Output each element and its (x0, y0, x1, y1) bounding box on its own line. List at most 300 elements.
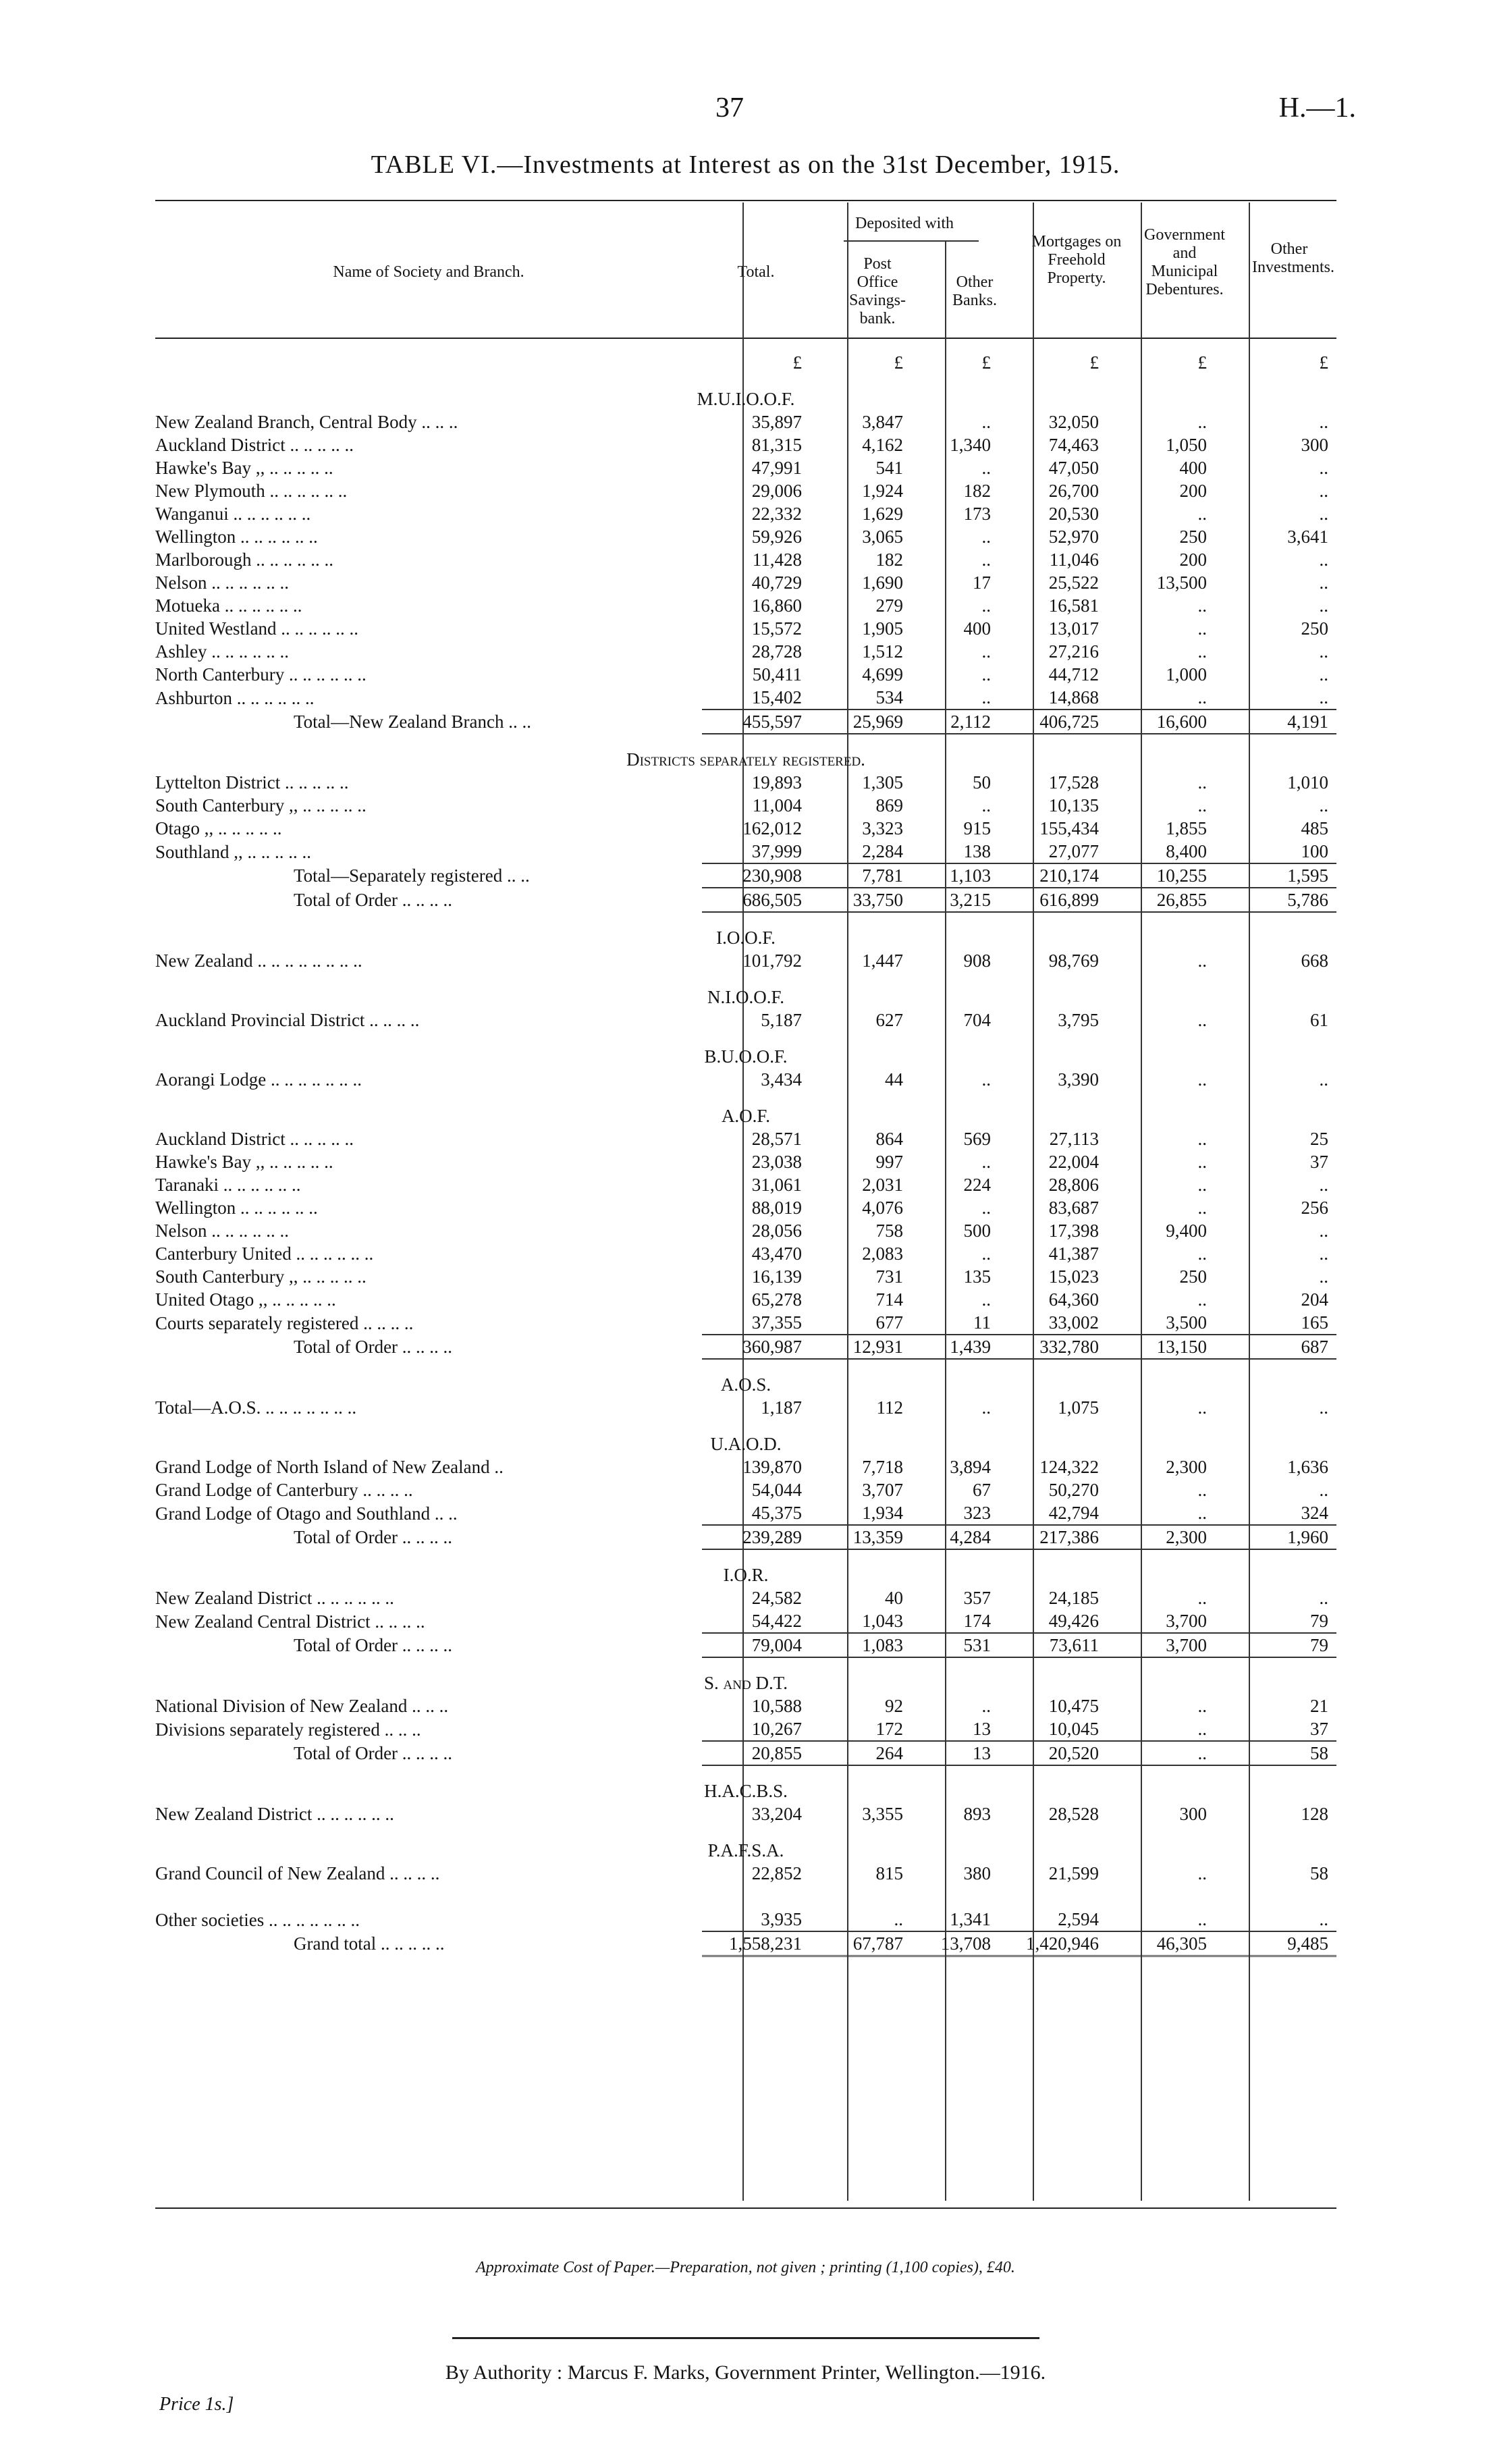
government-cell: .. (1197, 504, 1207, 524)
table-row (155, 1311, 1336, 1335)
section-heading: S. and D.T. (704, 1673, 788, 1693)
mortgages-cell: 28,806 (1048, 1175, 1099, 1195)
section-heading: M.U.I.O.O.F. (697, 389, 795, 409)
total-cell: 29,006 (751, 481, 802, 501)
post-office-cell: 4,162 (862, 435, 903, 455)
mortgages-cell: 155,434 (1039, 818, 1099, 838)
government-cell: .. (1197, 1503, 1207, 1523)
column-header-other-banks: Other Banks. (952, 273, 997, 309)
other-investments-cell: .. (1319, 1069, 1328, 1090)
other-banks-cell: .. (981, 641, 991, 662)
government-cell: .. (1197, 1152, 1207, 1172)
total-cell: 28,728 (751, 641, 802, 662)
section-heading-row (155, 1419, 1336, 1455)
post-office-cell: 172 (875, 1719, 903, 1739)
mortgages-cell: 27,077 (1048, 841, 1099, 861)
other-investments-cell: 37 (1310, 1152, 1328, 1172)
total-cell: 81,315 (751, 435, 802, 455)
other-investments-cell: .. (1319, 595, 1328, 616)
mortgages-cell: 25,522 (1048, 572, 1099, 593)
mortgages-cell: 15,023 (1048, 1266, 1099, 1287)
mortgages-cell: 217,386 (999, 1525, 1107, 1549)
column-header-mortgages: Mortgages on Freehold Property. (1031, 233, 1122, 287)
other-banks-cell: 500 (963, 1221, 991, 1241)
post-office-cell: 1,690 (862, 572, 903, 593)
section-heading: B.U.O.O.F. (704, 1046, 788, 1067)
government-cell: 250 (1179, 527, 1207, 547)
table-row (155, 1862, 1336, 1885)
post-office-cell: 3,707 (862, 1480, 903, 1500)
currency-row (155, 351, 1336, 374)
row-label: New Zealand District .. .. .. .. .. .. (155, 1804, 394, 1824)
government-cell: .. (1197, 1069, 1207, 1090)
row-label: Total of Order .. .. .. .. (294, 890, 453, 910)
other-banks-cell: .. (981, 687, 991, 707)
other-investments-cell: .. (1319, 641, 1328, 662)
government-cell: .. (1197, 618, 1207, 639)
government-cell: .. (1197, 1863, 1207, 1883)
government-cell: 400 (1179, 458, 1207, 478)
other-investments-cell: 61 (1310, 1010, 1328, 1030)
government-cell: .. (1197, 1480, 1207, 1500)
row-label: Courts separately registered .. .. .. .. (155, 1312, 414, 1333)
other-investments-cell: 58 (1215, 1741, 1336, 1765)
mortgages-cell: 44,712 (1048, 664, 1099, 685)
section-heading: Districts separately registered. (626, 749, 865, 770)
mortgages-cell: 20,520 (999, 1741, 1107, 1765)
row-label: South Canterbury ,, .. .. .. .. .. (155, 1266, 367, 1287)
total-cell: 43,470 (751, 1243, 802, 1264)
total-cell: 40,729 (751, 572, 802, 593)
mortgages-cell: 52,970 (1048, 527, 1099, 547)
mortgages-cell: 16,581 (1048, 595, 1099, 616)
row-label: New Zealand Branch, Central Body .. .. .. (155, 412, 458, 432)
other-banks-cell: 1,340 (950, 435, 991, 455)
total-cell: 31,061 (751, 1175, 802, 1195)
table-row (155, 949, 1336, 972)
total-cell: 47,991 (751, 458, 802, 478)
other-banks-cell: 357 (963, 1588, 991, 1608)
row-label: Grand total .. .. .. .. .. (294, 1933, 445, 1954)
government-cell: .. (1197, 412, 1207, 432)
other-banks-cell: .. (981, 795, 991, 815)
government-cell: .. (1197, 1397, 1207, 1418)
government-cell: .. (1197, 1909, 1207, 1929)
post-office-cell: 1,629 (862, 504, 903, 524)
mortgages-cell: 41,387 (1048, 1243, 1099, 1264)
other-investments-cell: 5,786 (1215, 888, 1336, 912)
currency-symbol: £ (1089, 352, 1099, 373)
post-office-cell: 3,065 (862, 527, 903, 547)
total-cell: 35,897 (751, 412, 802, 432)
section-heading: N.I.O.O.F. (707, 987, 785, 1007)
table-row (155, 456, 1336, 479)
other-investments-cell: 4,191 (1215, 709, 1336, 734)
total-cell: 1,187 (761, 1397, 802, 1418)
section-heading: I.O.R. (723, 1565, 769, 1585)
post-office-cell: 67,787 (810, 1931, 911, 1956)
other-banks-cell: 224 (963, 1175, 991, 1195)
mortgages-cell: 10,135 (1048, 795, 1099, 815)
post-office-cell: 541 (875, 458, 903, 478)
table-row (155, 1501, 1336, 1525)
other-investments-cell: 79 (1310, 1611, 1328, 1631)
other-investments-cell: 3,641 (1287, 527, 1328, 547)
table-row (155, 1173, 1336, 1196)
post-office-cell: 731 (875, 1266, 903, 1287)
total-cell: 101,792 (742, 950, 802, 971)
post-office-cell: 7,718 (862, 1457, 903, 1477)
row-label: Divisions separately registered .. .. .. (155, 1719, 421, 1740)
post-office-cell: 1,305 (862, 772, 903, 793)
government-cell: 1,050 (1166, 435, 1207, 455)
row-label: Taranaki .. .. .. .. .. .. (155, 1175, 301, 1195)
other-banks-cell: 135 (963, 1266, 991, 1287)
mortgages-cell: 64,360 (1048, 1289, 1099, 1310)
section-heading: I.O.O.F. (716, 928, 776, 948)
row-label: Total of Order .. .. .. .. (294, 1337, 453, 1357)
row-label: Hawke's Bay ,, .. .. .. .. .. (155, 1152, 333, 1172)
row-label: Grand Lodge of Otago and Southland .. .. (155, 1503, 458, 1524)
total-cell: 22,852 (751, 1863, 802, 1883)
total-cell: 54,044 (751, 1480, 802, 1500)
total-cell: 16,860 (751, 595, 802, 616)
spacer-row (155, 1885, 1336, 1908)
printer-authority: By Authority : Marcus F. Marks, Government Printer, Wellington.—1916. (445, 2361, 1046, 2384)
table-row (155, 1694, 1336, 1717)
post-office-cell: 869 (875, 795, 903, 815)
table-row (155, 525, 1336, 548)
other-investments-cell: 300 (1301, 435, 1328, 455)
government-cell: 13,500 (1156, 572, 1207, 593)
column-header-deposited-with: Deposited with (855, 215, 954, 232)
post-office-cell: 1,934 (862, 1503, 903, 1523)
total-row (155, 709, 1336, 734)
government-cell: .. (1197, 1588, 1207, 1608)
table-body (155, 351, 1336, 1956)
row-label: Grand Lodge of Canterbury .. .. .. .. (155, 1480, 413, 1500)
other-banks-cell: .. (981, 412, 991, 432)
row-label: Wellington .. .. .. .. .. .. (155, 1198, 318, 1218)
other-banks-cell: 67 (973, 1480, 991, 1500)
row-label: United Otago ,, .. .. .. .. .. (155, 1289, 336, 1310)
post-office-cell: 33,750 (810, 888, 911, 912)
other-investments-cell: .. (1319, 412, 1328, 432)
table-title: TABLE VI.—Investments at Interest as on the 31st December, 1915. (371, 151, 1120, 179)
other-banks-cell: 3,215 (911, 888, 999, 912)
table-row (155, 1586, 1336, 1609)
column-header-other-investments: Other Investments. (1252, 240, 1334, 276)
government-cell: 1,000 (1166, 664, 1207, 685)
post-office-cell: 13,359 (810, 1525, 911, 1549)
total-cell: 37,999 (751, 841, 802, 861)
table-row (155, 1288, 1336, 1311)
post-office-cell: 3,323 (862, 818, 903, 838)
other-investments-cell: .. (1319, 1909, 1328, 1929)
total-cell: 1,558,231 (702, 1931, 810, 1956)
mortgages-cell: 49,426 (1048, 1611, 1099, 1631)
other-banks-cell: .. (981, 664, 991, 685)
total-cell: 10,267 (751, 1719, 802, 1739)
post-office-cell: 997 (875, 1152, 903, 1172)
mortgages-cell: 14,868 (1048, 687, 1099, 707)
total-cell: 59,926 (751, 527, 802, 547)
row-label: Total—A.O.S. .. .. .. .. .. .. .. (155, 1397, 357, 1418)
post-office-cell: 3,847 (862, 412, 903, 432)
post-office-cell: 25,969 (810, 709, 911, 734)
government-cell: .. (1197, 687, 1207, 707)
table-row (155, 817, 1336, 840)
government-cell: 3,700 (1166, 1611, 1207, 1631)
other-investments-cell: .. (1319, 687, 1328, 707)
government-cell: 200 (1179, 481, 1207, 501)
table-row (155, 1265, 1336, 1288)
total-cell: 28,571 (751, 1129, 802, 1149)
other-investments-cell: 1,010 (1287, 772, 1328, 793)
mortgages-cell: 1,075 (1058, 1397, 1099, 1418)
row-label: New Plymouth .. .. .. .. .. .. (155, 481, 348, 501)
other-investments-cell: 79 (1215, 1633, 1336, 1657)
currency-symbol: £ (894, 352, 903, 373)
other-banks-cell: 400 (963, 618, 991, 639)
other-banks-cell: 17 (973, 572, 991, 593)
table-row (155, 686, 1336, 709)
total-cell: 15,572 (751, 618, 802, 639)
total-cell: 686,505 (702, 888, 810, 912)
row-label: Nelson .. .. .. .. .. .. (155, 1221, 289, 1241)
government-cell: 8,400 (1166, 841, 1207, 861)
other-investments-cell: 1,636 (1287, 1457, 1328, 1477)
total-cell: 50,411 (752, 664, 802, 685)
row-label: New Zealand District .. .. .. .. .. .. (155, 1588, 394, 1608)
other-banks-cell: 380 (963, 1863, 991, 1883)
total-cell: 139,870 (742, 1457, 802, 1477)
other-banks-cell: .. (981, 527, 991, 547)
table-row (155, 617, 1336, 640)
row-label: Total of Order .. .. .. .. (294, 1743, 453, 1763)
mortgages-cell: 28,528 (1048, 1804, 1099, 1824)
other-investments-cell: 165 (1301, 1312, 1328, 1333)
row-label: Lyttelton District .. .. .. .. .. (155, 772, 349, 793)
row-label: Canterbury United .. .. .. .. .. .. (155, 1243, 374, 1264)
post-office-cell: 1,043 (862, 1611, 903, 1631)
mortgages-cell: 3,795 (1058, 1010, 1099, 1030)
other-banks-cell: 323 (963, 1503, 991, 1523)
total-cell: 5,187 (761, 1010, 802, 1030)
mortgages-cell: 10,045 (1048, 1719, 1099, 1739)
post-office-cell: 1,447 (862, 950, 903, 971)
row-label: Southland ,, .. .. .. .. .. (155, 841, 312, 862)
government-cell: .. (1107, 1741, 1215, 1765)
other-banks-cell: 13 (911, 1741, 999, 1765)
row-label: National Division of New Zealand .. .. .. (155, 1696, 449, 1716)
table-bottom-rule (155, 2207, 1336, 2209)
mortgages-cell: 13,017 (1048, 618, 1099, 639)
mortgages-cell: 47,050 (1048, 458, 1099, 478)
post-office-cell: 677 (875, 1312, 903, 1333)
table-row (155, 1068, 1336, 1091)
row-label: Nelson .. .. .. .. .. .. (155, 572, 289, 593)
post-office-cell: 182 (875, 550, 903, 570)
government-cell: 3,500 (1166, 1312, 1207, 1333)
table-row (155, 1242, 1336, 1265)
total-cell: 65,278 (751, 1289, 802, 1310)
row-label: Total of Order .. .. .. .. (294, 1527, 453, 1547)
other-investments-cell: .. (1319, 1266, 1328, 1287)
post-office-cell: 1,512 (862, 641, 903, 662)
mortgages-cell: 83,687 (1048, 1198, 1099, 1218)
row-label: North Canterbury .. .. .. .. .. .. (155, 664, 367, 685)
mortgages-cell: 616,899 (999, 888, 1107, 912)
post-office-cell: 279 (875, 595, 903, 616)
post-office-cell: 2,284 (862, 841, 903, 861)
government-cell: .. (1197, 1243, 1207, 1264)
other-investments-cell: 250 (1301, 618, 1328, 639)
other-banks-cell: 1,439 (911, 1335, 999, 1359)
post-office-cell: 3,355 (862, 1804, 903, 1824)
total-cell: 3,434 (761, 1069, 802, 1090)
other-banks-cell: 704 (963, 1010, 991, 1030)
mortgages-cell: 27,216 (1048, 641, 1099, 662)
table-row (155, 794, 1336, 817)
row-label: Ashley .. .. .. .. .. .. (155, 641, 289, 662)
row-label: Hawke's Bay ,, .. .. .. .. .. (155, 458, 333, 478)
total-row (155, 863, 1336, 888)
table-row (155, 1150, 1336, 1173)
other-banks-cell: 50 (973, 772, 991, 793)
other-banks-cell: 908 (963, 950, 991, 971)
post-office-cell: 758 (875, 1221, 903, 1241)
section-heading-row (155, 1032, 1336, 1068)
other-investments-cell: 9,485 (1215, 1931, 1336, 1956)
section-heading-row (155, 1091, 1336, 1127)
grand-total-row (155, 1931, 1336, 1956)
mortgages-cell: 73,611 (999, 1633, 1107, 1657)
post-office-cell: 1,905 (862, 618, 903, 639)
mortgages-cell: 10,475 (1048, 1696, 1099, 1716)
government-cell: .. (1197, 1129, 1207, 1149)
other-banks-cell: 1,341 (950, 1909, 991, 1929)
total-cell: 11,428 (752, 550, 802, 570)
table-row (155, 410, 1336, 433)
post-office-cell: 864 (875, 1129, 903, 1149)
row-label: Motueka .. .. .. .. .. .. (155, 595, 302, 616)
table-row (155, 840, 1336, 863)
other-investments-cell: .. (1319, 1480, 1328, 1500)
section-heading-row (155, 734, 1336, 771)
mortgages-cell: 3,390 (1058, 1069, 1099, 1090)
total-cell: 33,204 (751, 1804, 802, 1824)
post-office-cell: 1,083 (810, 1633, 911, 1657)
government-cell: .. (1197, 595, 1207, 616)
total-row (155, 1525, 1336, 1549)
section-heading: P.A.F.S.A. (707, 1840, 784, 1860)
other-investments-cell: .. (1319, 1588, 1328, 1608)
table-row (155, 1127, 1336, 1150)
government-cell: 16,600 (1107, 709, 1215, 734)
table-row (155, 771, 1336, 794)
post-office-cell: 815 (875, 1863, 903, 1883)
column-header-post-office: Post Office Savings-bank. (849, 255, 906, 327)
other-investments-cell: .. (1319, 504, 1328, 524)
currency-row-label (155, 351, 702, 374)
mortgages-cell: 17,398 (1048, 1221, 1099, 1241)
row-label: Other societies .. .. .. .. .. .. .. (155, 1909, 360, 1930)
row-label: Aorangi Lodge .. .. .. .. .. .. .. (155, 1069, 362, 1090)
row-label: Auckland District .. .. .. .. .. (155, 1129, 354, 1149)
mortgages-cell: 210,174 (999, 863, 1107, 888)
government-cell: 250 (1179, 1266, 1207, 1287)
section-heading-row (155, 1359, 1336, 1396)
table-row (155, 571, 1336, 594)
other-banks-cell: 11 (973, 1312, 991, 1333)
post-office-cell: 2,031 (862, 1175, 903, 1195)
post-office-cell: 12,931 (810, 1335, 911, 1359)
total-cell: 23,038 (751, 1152, 802, 1172)
currency-symbol: £ (792, 352, 802, 373)
post-office-cell: 2,083 (862, 1243, 903, 1264)
government-cell: 26,855 (1107, 888, 1215, 912)
mortgages-cell: 332,780 (999, 1335, 1107, 1359)
row-label: Wellington .. .. .. .. .. .. (155, 527, 318, 547)
column-header-name: Name of Society and Branch. (333, 263, 524, 281)
row-label: Grand Lodge of North Island of New Zealand .. (155, 1457, 504, 1477)
other-investments-cell: .. (1319, 664, 1328, 685)
other-investments-cell: 324 (1301, 1503, 1328, 1523)
table-row (155, 433, 1336, 456)
total-cell: 22,332 (751, 504, 802, 524)
other-banks-cell: .. (981, 1289, 991, 1310)
table-row (155, 663, 1336, 686)
government-cell: 1,855 (1166, 818, 1207, 838)
other-banks-cell: 174 (963, 1611, 991, 1631)
footer-rule (452, 2337, 1039, 2339)
table-row (155, 479, 1336, 502)
government-cell: .. (1197, 1719, 1207, 1739)
row-label: Total of Order .. .. .. .. (294, 1635, 453, 1655)
total-cell: 88,019 (751, 1198, 802, 1218)
table-row (155, 1219, 1336, 1242)
mortgages-cell: 22,004 (1048, 1152, 1099, 1172)
other-investments-cell: .. (1319, 1243, 1328, 1264)
row-label: Ashburton .. .. .. .. .. .. (155, 687, 315, 708)
table-row (155, 1908, 1336, 1931)
section-heading: A.O.S. (720, 1374, 771, 1395)
total-row (155, 1335, 1336, 1359)
post-office-cell: 714 (875, 1289, 903, 1310)
mortgages-cell: 50,270 (1048, 1480, 1099, 1500)
row-label: Wanganui .. .. .. .. .. .. (155, 504, 311, 524)
mortgages-cell: 74,463 (1048, 435, 1099, 455)
total-cell: 54,422 (751, 1611, 802, 1631)
document-reference: H.—1. (1278, 92, 1356, 124)
total-cell: 162,012 (742, 818, 802, 838)
other-investments-cell: 687 (1215, 1335, 1336, 1359)
total-cell: 15,402 (751, 687, 802, 707)
mortgages-cell: 24,185 (1048, 1588, 1099, 1608)
government-cell: 2,300 (1166, 1457, 1207, 1477)
government-cell: .. (1197, 950, 1207, 971)
spacer-cell (155, 1885, 1336, 1908)
other-investments-cell: 256 (1301, 1198, 1328, 1218)
other-banks-cell: .. (981, 1696, 991, 1716)
row-label: South Canterbury ,, .. .. .. .. .. (155, 795, 367, 815)
header-bottom-rule (155, 338, 1336, 339)
section-heading-row (155, 1549, 1336, 1586)
other-investments-cell: 25 (1310, 1129, 1328, 1149)
table-row (155, 502, 1336, 525)
other-banks-cell: .. (981, 550, 991, 570)
